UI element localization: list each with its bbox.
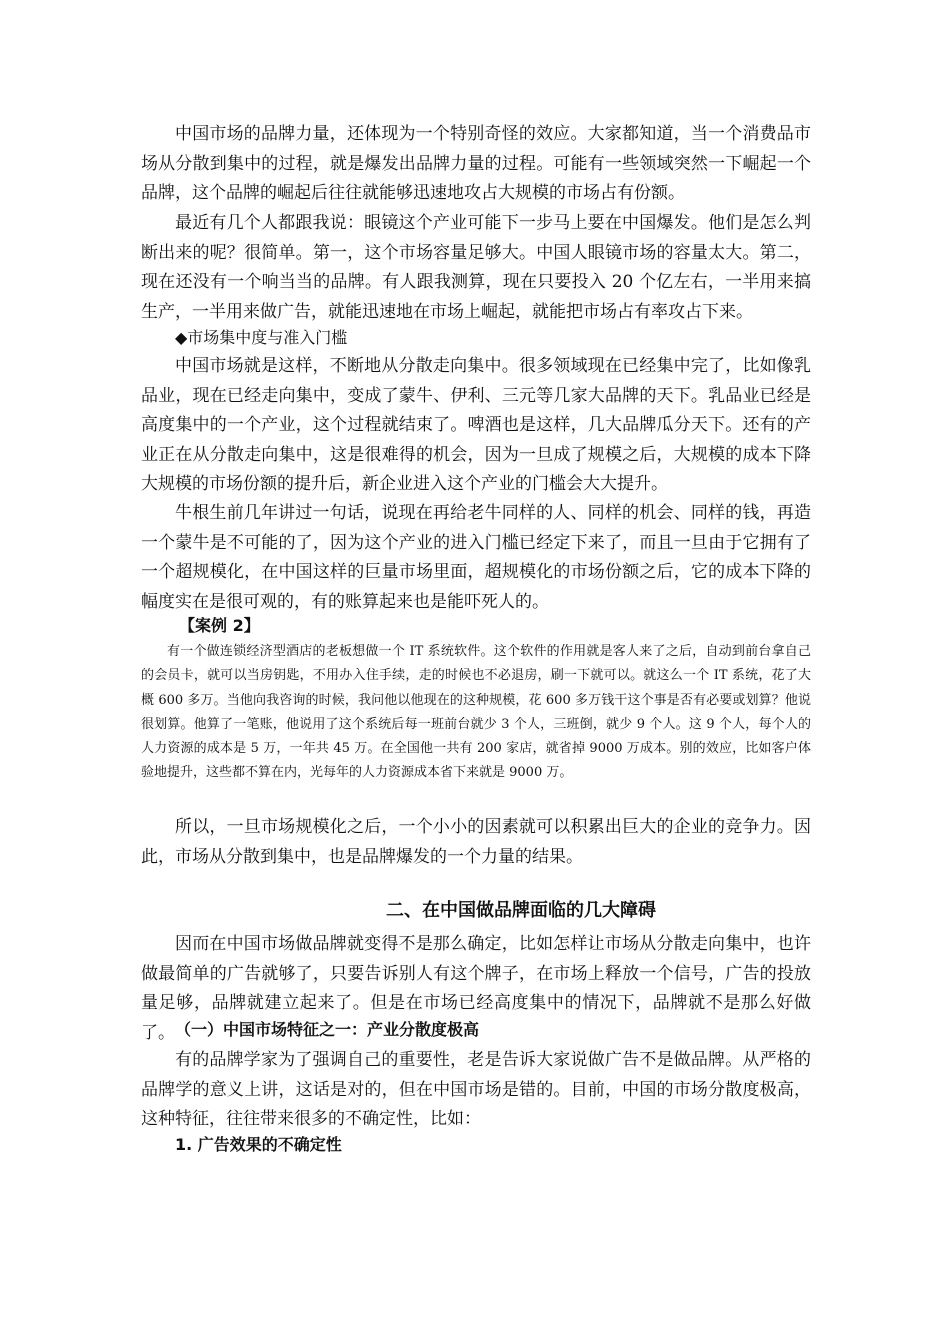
paragraph-text: 所以，一旦市场规模化之后，一个小小的因素就可以积累出巨大的企业的竞争力。因此，市场从分散到集中，也是品牌爆发的一个力量的结果。 bbox=[141, 817, 811, 867]
paragraph-text: 牛根生前几年讲过一句话，说现在再给老牛同样的人、同样的机会、同样的钱，再造一个蒙牛是不可能的了，因为这个产业的进入门槛已经定下来了，而且一旦由于它拥有了一个超规模化，在中国这样的巨量市场里面，超规模化的市场份额之后，它的成本下降的幅度实在是很可观的，有的账算起来也是能吓死人的。 bbox=[141, 503, 811, 612]
paragraph-conclusion bbox=[141, 813, 811, 872]
case-title-text: 【案例 2】 bbox=[179, 616, 260, 635]
paragraph-brand-effect bbox=[141, 120, 811, 209]
item-title bbox=[141, 1133, 811, 1157]
paragraph-text: 中国市场的品牌力量，还体现为一个特别奇怪的效应。大家都知道，当一个消费品市场从分散到集中的过程，就是爆发出品牌力量的过程。可能有一些领域突然一下崛起一个品牌，这个品牌的崛起后往往就能够迅速地攻占大规模的市场占有份额。 bbox=[141, 124, 811, 203]
case-body bbox=[141, 640, 811, 786]
paragraph-text: 中国市场就是这样，不断地从分散走向集中。很多领域现在已经集中完了，比如像乳品业，现在已经走向集中，变成了蒙牛、伊利、三元等几家大品牌的天下。乳品业已经是高度集中的一个产业，这个过程就结束了。啤酒也是这样，几大品牌瓜分天下。还有的产业正在从分散走向集中，这是很难得的机会，因为一旦成了规模之后，大规模的成本下降大规模的市场份额的提升后，新企业进入这个产业的门槛会大大提升。 bbox=[141, 356, 811, 494]
paragraph-text: 最近有几个人都跟我说：眼镜这个产业可能下一步马上要在中国爆发。他们是怎么判断出来的呢？很简单。第一，这个市场容量足够大。中国人眼镜市场的容量太大。第二，现在还没有一个响当当的品牌。有人跟我测算，现在只要投入 20 个亿左右，一半用来搞生产，一半用来做广告，就能迅速地在市场上崛起，就能把市场占有率攻占下来。 bbox=[141, 213, 811, 322]
paragraph-text: 有的品牌学家为了强调自己的重要性，老是告诉大家说做广告不是做品牌。从严格的品牌学的意义上讲，这话是对的，但在中国市场是错的。目前，中国的市场分散度极高，这种特征，往往带来很多的不确定性，比如： bbox=[141, 1050, 811, 1129]
section-title: 二、在中国做品牌面临的几大障碍 bbox=[386, 900, 656, 921]
case-title bbox=[141, 614, 811, 638]
paragraph-glasses-industry bbox=[141, 209, 811, 327]
subsection-title bbox=[141, 1018, 811, 1042]
bullet-market-concentration bbox=[141, 326, 811, 350]
paragraph-text: 因而在中国市场做品牌就变得不是那么确定，比如怎样让市场从分散走向集中，也许做最简单的广告就够了，只要告诉别人有这个牌子，在市场上释放一个信号，广告的投放量足够，品牌就建立起来了。但是在市场已经高度集中的情况下，品牌就不是那么好做了。 bbox=[141, 934, 811, 1043]
paragraph-industry-dispersion bbox=[141, 1046, 811, 1135]
item-title-text: 1. 广告效果的不确定性 bbox=[175, 1135, 342, 1154]
paragraph-market-concentration bbox=[141, 352, 811, 500]
paragraph-niu-gensheng bbox=[141, 499, 811, 617]
case-body-text: 有一个做连锁经济型酒店的老板想做一个 IT 系统软件。这个软件的作用就是客人来了之后，自动到前台拿自己的会员卡，就可以当房钥匙，不用办入住手续，走的时候也不必退房，刷一下就可以。就这么一个 IT 系统，花了大概 600 多万。当他向我咨询的时候，我问他以他现在的这种规模，花 600 多万钱干这个事是否有必要或划算？他说很划算。他算了一笔账，他说用了这个系统后每一班前台就少 3 个人，三班倒，就少 9 个人。这 9 个人，每个人的人力资源的成本是 5 万，一年共 45 万。在全国他一共有 200 家店，就省掉 9000 万成本。别的效应，比如客户体验地提升，这些都不算在内，光每年的人力资源成本省下来就是 9000 万。 bbox=[141, 644, 811, 781]
bullet-heading: ◆市场集中度与准入门槛 bbox=[175, 328, 348, 347]
subsection-title-text: （一）中国市场特征之一：产业分散度极高 bbox=[175, 1020, 480, 1039]
